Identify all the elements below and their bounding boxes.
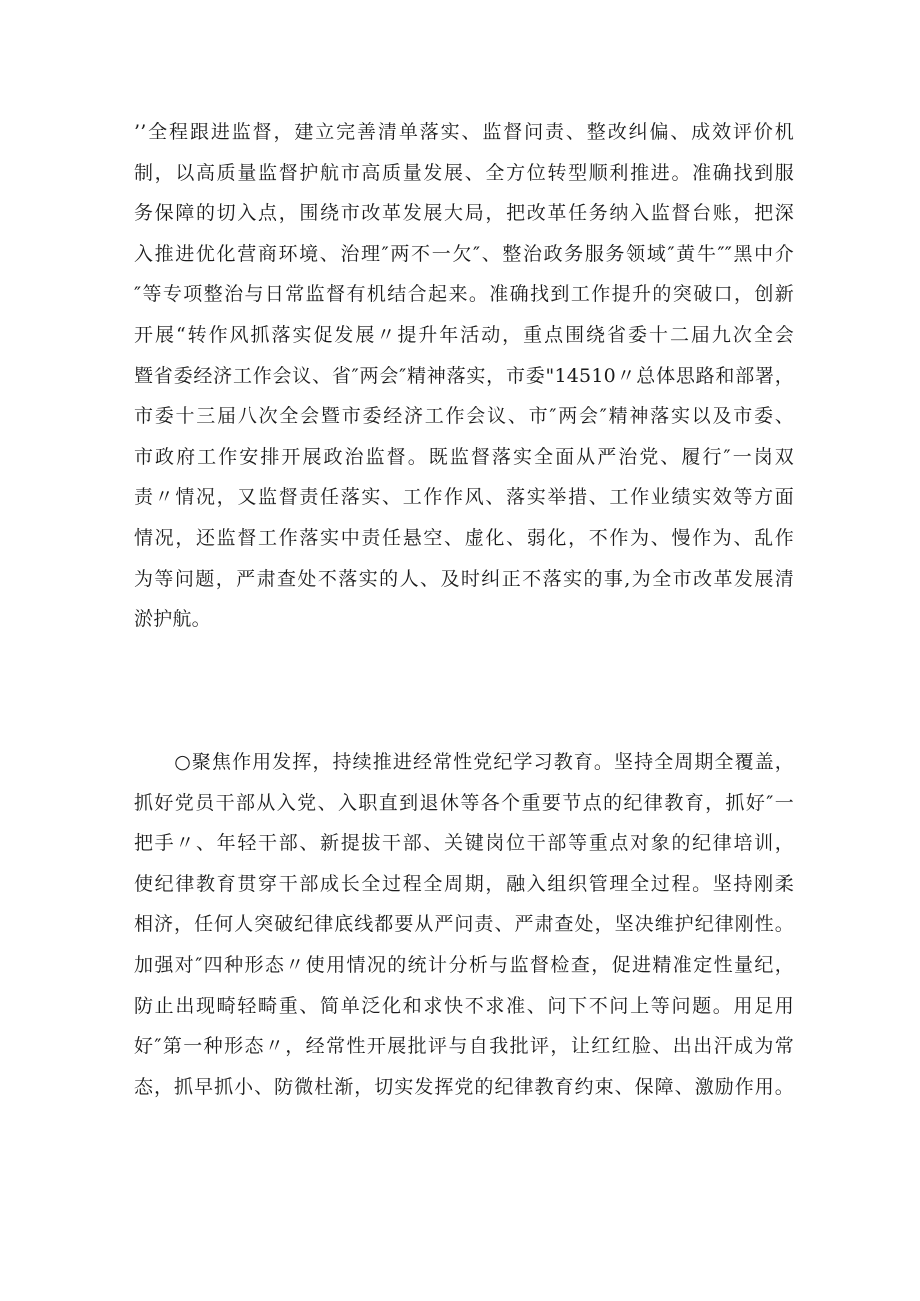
text-line: 市政府工作安排开展政治监督。既监督落实全面从严治党、履行″一岗双: [134, 445, 794, 468]
text-line: 暨省委经济工作会议、省″两会″精神落实，市委"14510〃总体思路和部署，: [134, 364, 794, 387]
text-line: 市委十三届八次全会暨市委经济工作会议、市″两会″精神落实以及市委、: [134, 405, 794, 428]
text-line: ’’全程跟进监督，建立完善清单落实、监督问责、整改纠偏、成效评价机: [134, 121, 794, 143]
text-line: 情况，还监督工作落实中责任悬空、虚化、弱化，不作为、慢作为、乱作: [134, 526, 794, 549]
text-line: 相济，任何人突破纪律底线都要从严问责、严肃查处，坚决维护纪律刚性。: [134, 913, 794, 936]
text-line: 使纪律教育贯穿干部成长全过程全周期，融入组织管理全过程。坚持刚柔: [134, 872, 794, 895]
text-line: 为等问题，严肃查处不落实的人、及时纠正不落实的事,为全市改革发展清: [134, 567, 794, 590]
text-line: 入推进优化营商环境、治理″两不一欠″、整治政务服务领域″黄牛″″黑中介: [134, 242, 794, 265]
paragraph-discipline-education: [134, 742, 794, 1107]
text-line: 态，抓早抓小、防微杜渐，切实发挥党的纪律教育约束、保障、激励作用。: [134, 1075, 794, 1098]
paragraph-supervision: [134, 112, 794, 640]
text-line: ″等专项整治与日常监督有机结合起来。准确找到工作提升的突破口，创新: [134, 283, 794, 306]
text-line: 好″第一种形态〃，经常性开展批评与自我批评，让红红脸、出出汗成为常: [134, 1035, 794, 1058]
text-line: 制，以高质量监督护航市高质量发展、全方位转型顺利推进。准确找到服: [134, 161, 794, 184]
text-line: ○聚焦作用发挥，持续推进经常性党纪学习教育。坚持全周期全覆盖，: [134, 751, 794, 773]
text-line: 务保障的切入点，围绕市改革发展大局，把改革任务纳入监督台账，把深: [134, 202, 794, 225]
text-line: 加强对″四种形态〃使用情况的统计分析与监督检查，促进精准定性量纪，: [134, 953, 794, 976]
text-line: 抓好党员干部从入党、入职直到退休等各个重要节点的纪律教育，抓好″一: [134, 791, 794, 814]
text-line: 淤护航。: [134, 608, 211, 631]
text-line: 开展“转作风抓落实促发展〃提升年活动，重点围绕省委十二届九次全会: [134, 323, 794, 346]
text-line: 防止出现畸轻畸重、简单泛化和求快不求准、问下不问上等问题。用足用: [134, 994, 794, 1017]
text-line: 责〃情况，又监督责任落实、工作作风、落实举措、工作业绩实效等方面: [134, 486, 794, 509]
text-line: 把手〃、年轻干部、新提拔干部、关键岗位干部等重点对象的纪律培训，: [134, 832, 794, 855]
